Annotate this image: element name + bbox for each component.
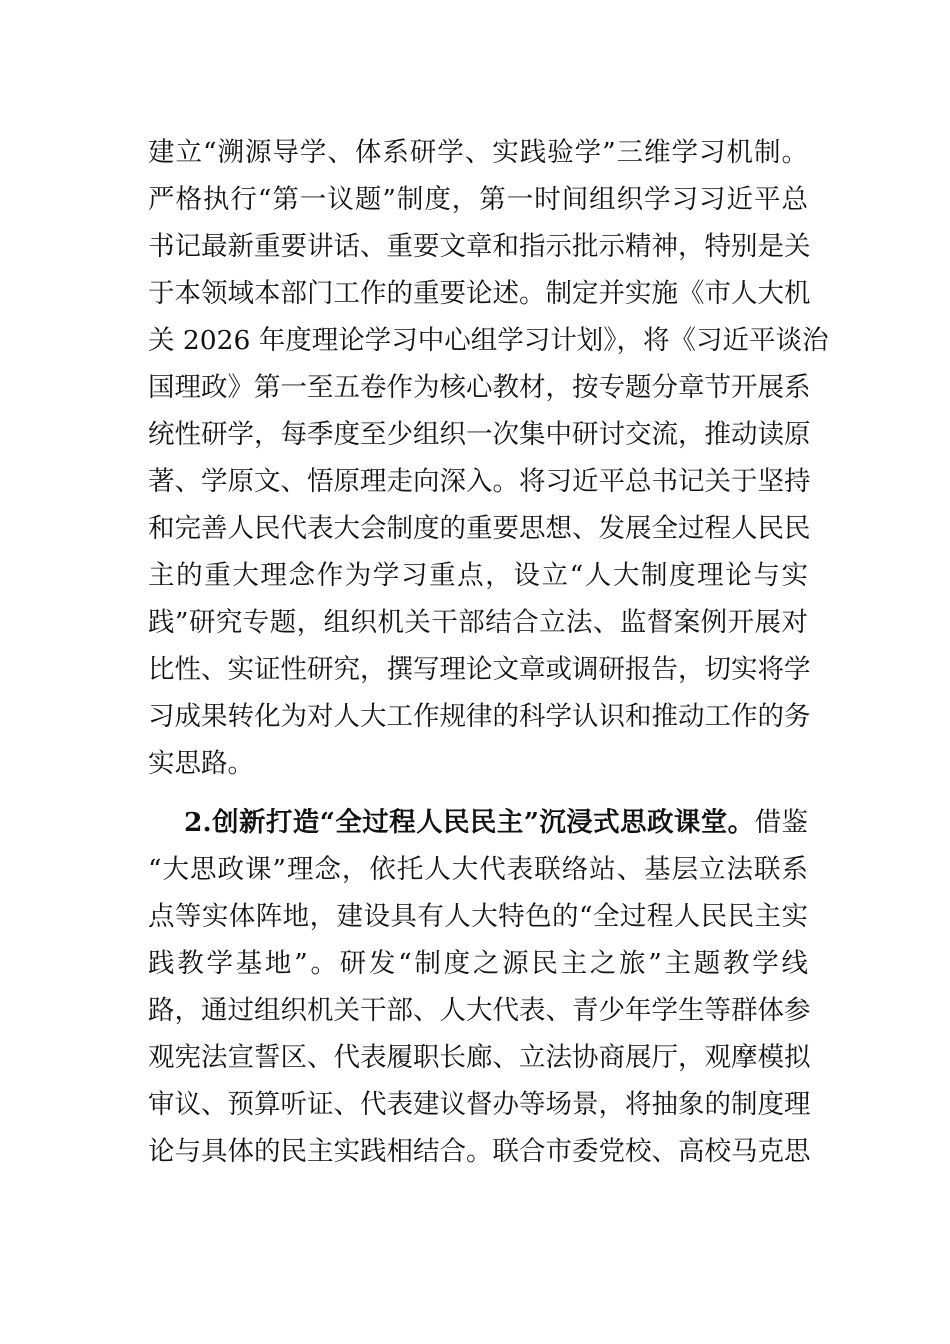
paragraph-text: 借鉴 [754,807,808,838]
paragraph-line: 论与具体的民主实践相结合。联合市委党校、高校马克思 [148,1136,811,1167]
paragraph-line: 严格执行“第一议题”制度，第一时间组织学习习近平总 [148,184,808,215]
section-heading: 2.创新打造“全过程人民民主”沉浸式思政课堂。 [184,807,755,838]
paragraph-line: 国理政》第一至五卷作为核心教材，按专题分章节开展系 [148,372,811,403]
section-heading-line [184,803,808,843]
paragraph-line: 路，通过组织机关干部、人大代表、青少年学生等群体参 [148,995,811,1026]
paragraph-line: 著、学原文、悟原理走向深入。将习近平总书记关于坚持 [148,466,811,497]
paragraph-line: 习成果转化为对人大工作规律的科学认识和推动工作的务 [148,701,811,732]
paragraph-line: 书记最新重要讲话、重要文章和指示批示精神，特别是关 [148,231,811,262]
paragraph-line: 主的重大理念作为学习重点，设立“人大制度理论与实 [148,560,808,591]
paragraph-line: 践”研究专题，组织机关干部结合立法、监督案例开展对 [148,607,808,638]
paragraph-line: 审议、预算听证、代表建议督办等场景，将抽象的制度理 [148,1089,811,1120]
paragraph-line: 比性、实证性研究，撰写理论文章或调研报告，切实将学 [148,654,811,685]
paragraph-line: 统性研学，每季度至少组织一次集中研讨交流，推动读原 [148,419,811,450]
paragraph-line: 实思路。 [148,748,254,779]
paragraph-line: 关 2026 年度理论学习中心组学习计划》，将《习近平谈治 [148,325,829,356]
paragraph-line: 于本领域本部门工作的重要论述。制定并实施《市人大机 [148,278,811,309]
paragraph-line: 点等实体阵地，建设具有人大特色的“全过程人民民主实 [148,901,808,932]
paragraph-line: 建立“溯源导学、体系研学、实践验学”三维学习机制。 [148,137,808,168]
paragraph-line: “大思政课”理念，依托人大代表联络站、基层立法联系 [148,854,808,885]
paragraph-line: 和完善人民代表大会制度的重要思想、发展全过程人民民 [148,513,811,544]
paragraph-line: 观宪法宣誓区、代表履职长廊、立法协商展厅，观摩模拟 [148,1042,811,1073]
paragraph-line: 践教学基地”。研发“制度之源民主之旅”主题教学线 [148,948,808,979]
